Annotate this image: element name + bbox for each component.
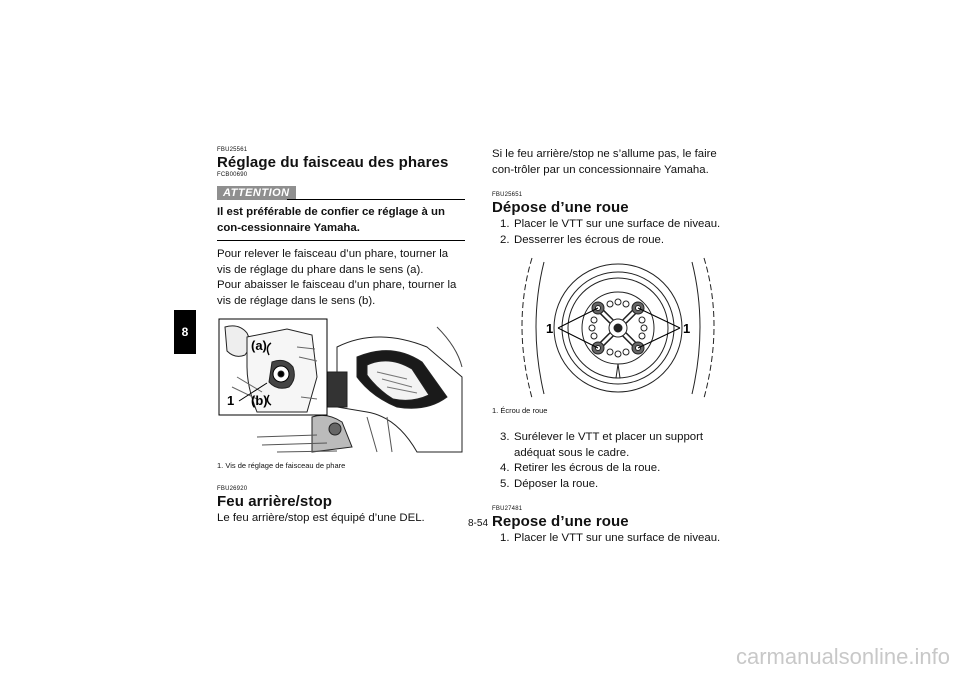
fig-label-a: (a) xyxy=(251,338,267,353)
headlight-illustration xyxy=(217,317,465,457)
page-number: 8-54 xyxy=(468,518,489,529)
section-title-wheel-removal: Dépose d’une roue xyxy=(492,199,629,216)
figure-caption-headlight: 1. Vis de réglage de faisceau de phare xyxy=(217,461,346,470)
paragraph-raise: Pour relever le faisceau d’un phare, tourner la vis de réglage du phare dans le sens (a). xyxy=(217,248,449,276)
section-title-wheel-install: Repose d’une roue xyxy=(492,513,629,530)
attention-label: ATTENTION xyxy=(217,186,296,200)
list-item: 3. Surélever le VTT et placer un support adéquat sous le cadre. xyxy=(500,431,704,459)
section-code-taillight: FBU26920 xyxy=(217,486,248,492)
section-title-taillight: Feu arrière/stop xyxy=(217,493,332,510)
wheel-figure xyxy=(492,254,742,402)
left-column xyxy=(217,147,465,527)
fig-label-nut-right: 1 xyxy=(683,321,691,336)
list-item: 1. Placer le VTT sur une surface de niveau. xyxy=(500,532,721,544)
list-item: 2. Desserrer les écrous de roue. xyxy=(500,233,665,246)
section-code-wheel-install: FBU27481 xyxy=(492,506,523,512)
chapter-tab xyxy=(174,310,196,354)
section-title-headlight: Réglage du faisceau des phares xyxy=(217,154,449,171)
fig-label-1: 1 xyxy=(227,393,235,408)
steps-removal-b xyxy=(492,430,742,492)
steps-removal-a xyxy=(492,217,742,248)
section-code-wheel-removal: FBU25651 xyxy=(492,192,523,198)
figure-caption-wheel: 1. Écrou de roue xyxy=(492,406,548,415)
fig-label-b: (b) xyxy=(251,393,268,408)
headlight-figure xyxy=(217,317,465,457)
wheel-illustration xyxy=(492,254,742,402)
watermark: carmanualsonline.info xyxy=(735,644,950,669)
list-item: 5. Déposer la roue. xyxy=(500,477,599,490)
attention-box xyxy=(217,183,465,241)
paragraph-taillight: Le feu arrière/stop est équipé d’une DEL. xyxy=(217,512,425,524)
attention-text: Il est préférable de confier ce réglage à un con-cessionnaire Yamaha. xyxy=(217,205,465,241)
chapter-number: 8 xyxy=(181,325,189,339)
list-item: 1. Placer le VTT sur une surface de niveau. xyxy=(500,218,721,230)
list-item: 4. Retirer les écrous de la roue. xyxy=(500,462,661,474)
attention-code: FCB00690 xyxy=(217,172,248,178)
paragraph-taillight-continued: Si le feu arrière/stop ne s’allume pas, le faire con-trôler par un concessionnaire Yamaha. xyxy=(492,148,717,176)
steps-install xyxy=(492,531,742,547)
attention-rule xyxy=(287,199,465,200)
fig-label-nut-left: 1 xyxy=(546,321,554,336)
paragraph-lower: Pour abaisser le faisceau d’un phare, tourner la vis de réglage dans le sens (b). xyxy=(217,279,457,307)
right-column xyxy=(492,147,742,547)
section-code: FBU25561 xyxy=(217,147,248,153)
